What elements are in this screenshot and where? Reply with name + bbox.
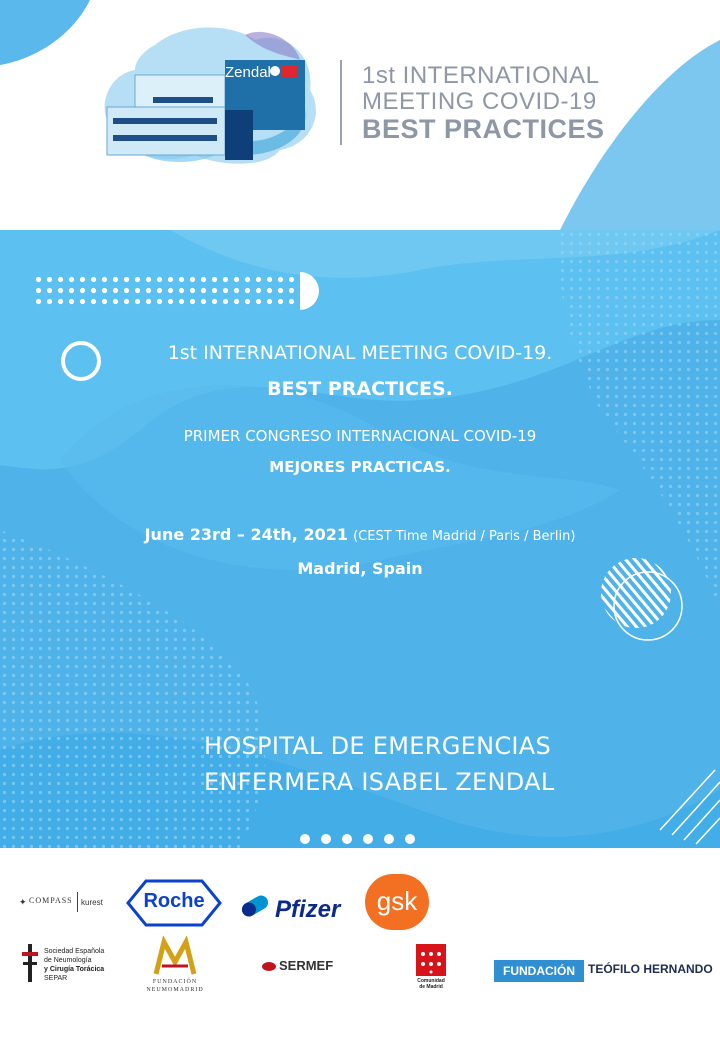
hero-banner xyxy=(0,230,720,848)
zendal-logo-text: Zendal xyxy=(225,64,271,81)
header-title-line2: MEETING COVID-19 xyxy=(362,88,597,115)
event-title-es-line1: PRIMER CONGRESO INTERNACIONAL COVID-19 xyxy=(183,427,537,445)
separ-logo-text xyxy=(44,947,104,983)
event-location: Madrid, Spain xyxy=(297,559,423,578)
roche-text: Roche xyxy=(143,890,205,912)
fundacion-line2: NEUMOMADRID xyxy=(146,987,204,993)
compass-divider xyxy=(77,892,78,912)
event-dates xyxy=(0,525,720,544)
compass-text: COMPASS xyxy=(29,896,73,905)
comunidad-madrid-flag-icon xyxy=(416,944,446,976)
sponsors-strip xyxy=(0,848,720,1040)
pfizer-text: Pfizer xyxy=(275,896,341,923)
fundacion-line1: FUNDACIÓN xyxy=(152,979,198,985)
pagination-dots xyxy=(295,832,425,846)
event-dates-text: June 23rd – 24th, 2021 xyxy=(144,525,348,544)
comunidad-madrid-text xyxy=(406,978,456,990)
separ-line1: Sociedad Española xyxy=(44,948,105,955)
neumomadrid-text xyxy=(130,978,220,994)
gsk-text: gsk xyxy=(376,886,418,916)
header xyxy=(0,0,720,230)
comunidad-line2: de Madrid xyxy=(419,984,443,990)
separ-line4: SEPAR xyxy=(44,975,68,982)
compass-star-icon: ✦ xyxy=(19,897,27,907)
venue-line1: HOSPITAL DE EMERGENCIAS xyxy=(204,732,552,760)
event-title-en-line1: 1st INTERNATIONAL MEETING COVID-19. xyxy=(167,342,553,364)
event-title-es-line2: MEJORES PRACTICAS. xyxy=(269,458,451,476)
venue-line2: ENFERMERA ISABEL ZENDAL xyxy=(204,768,555,796)
compass-kurest-logo xyxy=(15,888,110,918)
header-title-line3: BEST PRACTICES xyxy=(362,114,605,144)
sermef-text: SERMEF xyxy=(279,958,334,973)
separ-emblem-icon xyxy=(22,944,38,982)
teofilo-fundacion-text: FUNDACIÓN xyxy=(494,960,584,982)
kurest-text: kurest xyxy=(81,898,103,907)
sermef-icon xyxy=(262,962,276,971)
header-title-line1: 1st INTERNATIONAL xyxy=(362,62,600,89)
header-divider xyxy=(340,60,342,145)
zendal-building-logo xyxy=(95,15,325,180)
comunidad-line1: Comunidad xyxy=(417,978,445,984)
pfizer-pill-icon xyxy=(238,890,272,924)
event-timezone: (CEST Time Madrid / Paris / Berlin) xyxy=(353,529,576,544)
teofilo-name-text: TEÓFILO HERNANDO xyxy=(588,962,713,976)
separ-line2: de Neumología xyxy=(44,957,92,964)
neumomadrid-emblem-icon xyxy=(150,936,200,978)
separ-line3: y Cirugía Torácica xyxy=(44,966,105,973)
event-title-en-line2: BEST PRACTICES. xyxy=(267,378,453,400)
